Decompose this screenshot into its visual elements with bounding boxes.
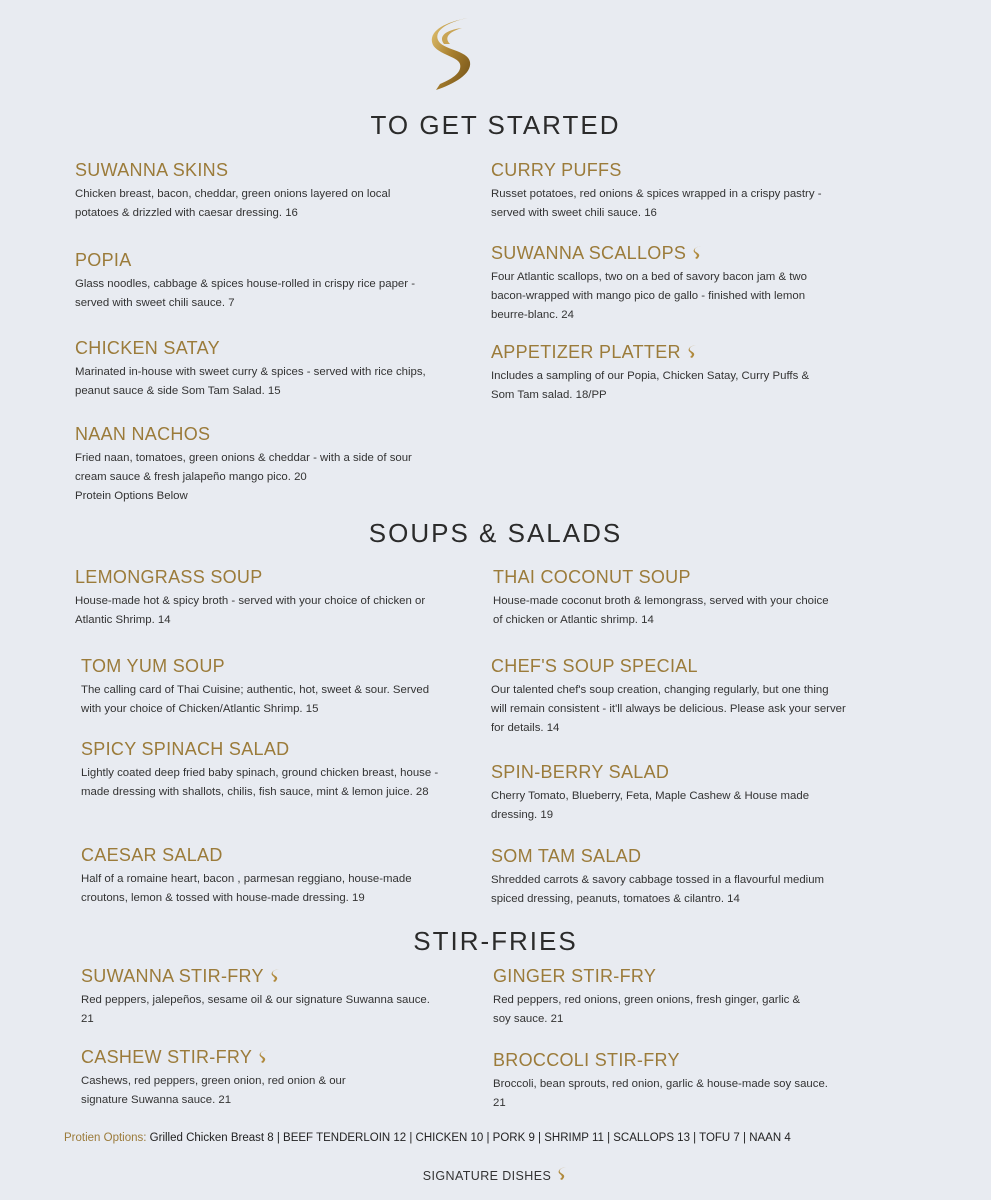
menu-item-naan-nachos <box>75 424 435 506</box>
item-description: Our talented chef's soup creation, changing regularly, but one thing will remain consistent - it'll always be delicious. Please ask your server for details. 14 <box>491 684 846 734</box>
menu-item-caesar-salad <box>81 845 436 908</box>
item-description: Shredded carrots & savory cabbage tossed in a flavourful medium spiced dressing, peanuts, tomatoes & cilantro. 14 <box>491 874 825 905</box>
item-description: Cherry Tomato, Blueberry, Feta, Maple Cashew & House made dressing. 19 <box>491 790 810 821</box>
menu-item-spin-berry-salad <box>491 762 846 825</box>
item-description: Red peppers, jalepeños, sesame oil & our signature Suwanna sauce. 21 <box>81 994 430 1025</box>
menu-item-curry-puffs <box>491 160 831 223</box>
item-description: Glass noodles, cabbage & spices house-rolled in crispy rice paper - served with sweet chili sauce. 7 <box>75 278 415 309</box>
protein-options-label: Protien Options: <box>64 1132 147 1144</box>
protein-options <box>64 1132 791 1144</box>
item-description: Lightly coated deep fried baby spinach, ground chicken breast, house - made dressing with shallots, chilis, fish sauce, mint & lemon juice. 28 <box>81 767 439 798</box>
item-description: Includes a sampling of our Popia, Chicken Satay, Curry Puffs & Som Tam salad. 18/PP <box>491 370 810 401</box>
menu-item-suwanna-skins <box>75 160 435 223</box>
item-description: Fried naan, tomatoes, green onions & cheddar - with a side of sour cream sauce & fresh jalapeño mango pico. 20 <box>75 452 412 483</box>
item-description: Cashews, red peppers, green onion, red onion & our signature Suwanna sauce. 21 <box>81 1075 346 1106</box>
signature-s-icon <box>258 1049 269 1064</box>
signature-dishes-legend <box>0 1166 991 1183</box>
menu-item-tom-yum-soup <box>81 656 446 719</box>
signature-s-icon <box>687 344 698 359</box>
section-title-to-get-started: TO GET STARTED <box>370 110 621 140</box>
item-description: House-made coconut broth & lemongrass, served with your choice of chicken or Atlantic shrimp. 14 <box>493 595 829 626</box>
item-title: SPICY SPINACH SALAD <box>81 739 290 759</box>
item-title: NAAN NACHOS <box>75 424 211 444</box>
item-title: CHEF'S SOUP SPECIAL <box>491 656 698 676</box>
item-title: POPIA <box>75 250 132 270</box>
item-title: SUWANNA STIR-FRY <box>81 966 264 986</box>
signature-s-icon <box>557 1166 568 1181</box>
item-title: CASHEW STIR-FRY <box>81 1047 253 1067</box>
section-title-soups-salads: SOUPS & SALADS <box>368 518 623 548</box>
menu-item-spicy-spinach-salad <box>81 739 446 802</box>
protein-options-text: Grilled Chicken Breast 8 | BEEF TENDERLOIN 12 | CHICKEN 10 | PORK 9 | SHRIMP 11 | SCALLOPS 13 | TOFU 7 | NAAN 4 <box>149 1132 791 1144</box>
menu-item-som-tam-salad <box>491 846 826 909</box>
item-title: THAI COCONUT SOUP <box>493 567 691 587</box>
item-title: APPETIZER PLATTER <box>491 342 681 362</box>
item-title: CURRY PUFFS <box>491 160 622 180</box>
item-description: Russet potatoes, red onions & spices wrapped in a crispy pastry - served with sweet chili sauce. 16 <box>491 188 822 219</box>
menu-item-chicken-satay <box>75 338 435 401</box>
item-description: Four Atlantic scallops, two on a bed of savory bacon jam & two bacon-wrapped with mango pico de gallo - finished with lemon beurre-blanc. 24 <box>491 271 807 321</box>
item-description: The calling card of Thai Cuisine; authentic, hot, sweet & sour. Served with your choice of Chicken/Atlantic Shrimp. 15 <box>81 684 430 715</box>
item-title: CHICKEN SATAY <box>75 338 220 358</box>
item-title: LEMONGRASS SOUP <box>75 567 263 587</box>
item-title: BROCCOLI STIR-FRY <box>493 1050 680 1070</box>
menu-item-chefs-soup-special <box>491 656 846 738</box>
item-title: SUWANNA SKINS <box>75 160 229 180</box>
menu-item-thai-coconut-soup <box>493 567 838 630</box>
item-description: Red peppers, red onions, green onions, fresh ginger, garlic & soy sauce. 21 <box>493 994 801 1025</box>
menu-item-broccoli-stir-fry <box>493 1050 838 1113</box>
item-title: SUWANNA SCALLOPS <box>491 243 687 263</box>
item-description: Chicken breast, bacon, cheddar, green onions layered on local potatoes & drizzled with caesar dressing. 16 <box>75 188 391 219</box>
signature-dishes-label: SIGNATURE DISHES <box>422 1169 552 1183</box>
menu-item-ginger-stir-fry <box>493 966 803 1029</box>
item-description: Half of a romaine heart, bacon , parmesan reggiano, house-made croutons, lemon & tossed with house-made dressing. 19 <box>81 873 412 904</box>
signature-s-icon <box>270 968 281 983</box>
menu-item-popia <box>75 250 435 313</box>
menu-item-suwanna-scallops <box>491 243 836 325</box>
item-description: Broccoli, bean sprouts, red onion, garlic & house-made soy sauce. 21 <box>493 1078 828 1109</box>
suwanna-s-logo-icon <box>428 14 478 94</box>
item-title: GINGER STIR-FRY <box>493 966 657 986</box>
menu-item-appetizer-platter <box>491 342 821 405</box>
item-description: House-made hot & spicy broth - served with your choice of chicken or Atlantic Shrimp. 14 <box>75 595 426 626</box>
menu-item-cashew-stir-fry <box>81 1047 391 1110</box>
menu-item-suwanna-stir-fry <box>81 966 431 1029</box>
item-note: Protein Options Below <box>75 490 188 502</box>
item-title: SPIN-BERRY SALAD <box>491 762 670 782</box>
item-title: SOM TAM SALAD <box>491 846 642 866</box>
item-title: CAESAR SALAD <box>81 845 223 865</box>
item-description: Marinated in-house with sweet curry & spices - served with rice chips, peanut sauce & side Som Tam Salad. 15 <box>75 366 426 397</box>
item-title: TOM YUM SOUP <box>81 656 225 676</box>
menu-item-lemongrass-soup <box>75 567 435 630</box>
signature-s-icon <box>692 245 703 260</box>
section-title-stir-fries: STIR-FRIES <box>413 926 578 956</box>
